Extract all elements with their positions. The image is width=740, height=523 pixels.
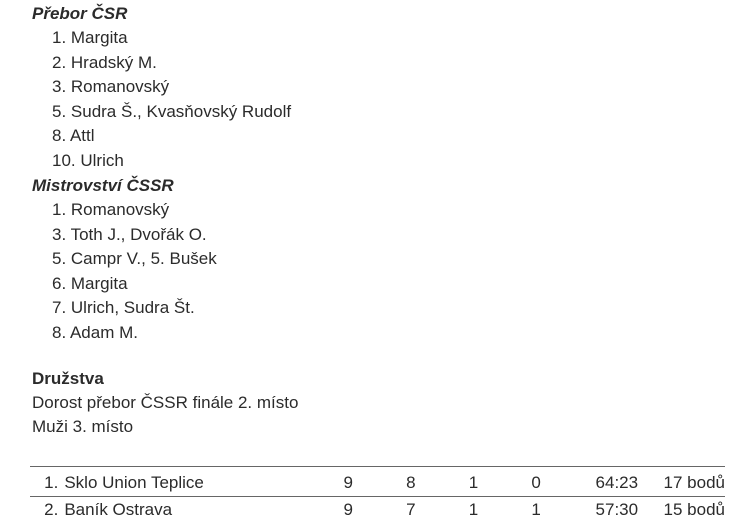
- drawn-cell: 1: [442, 470, 505, 497]
- list-item: 7. Ulrich, Sudra Št.: [52, 296, 217, 321]
- list-item: 5. Sudra Š., Kvasňovský Rudolf: [52, 100, 291, 125]
- list-item: 2. Hradský M.: [52, 51, 291, 76]
- lost-cell: 0: [505, 470, 568, 497]
- table-row: [30, 470, 725, 497]
- score-cell: 57:30: [567, 497, 638, 523]
- won-cell: 7: [380, 497, 443, 523]
- table-top-rule: [30, 466, 725, 467]
- list-item: 5. Campr V., 5. Bušek: [52, 247, 217, 272]
- list-item: 10. Ulrich: [52, 149, 291, 174]
- teams-section: [32, 367, 298, 439]
- standings-table: [30, 470, 725, 523]
- points-cell: 17 bodů: [638, 470, 725, 497]
- list-item: 3. Toth J., Dvořák O.: [52, 223, 217, 248]
- list-item: 6. Margita: [52, 272, 217, 297]
- drawn-cell: 1: [442, 497, 505, 523]
- points-cell: 15 bodů: [638, 497, 725, 523]
- played-cell: 9: [317, 497, 380, 523]
- section-prebor-csr: [32, 2, 291, 173]
- section-title: Mistrovství ČSSR: [32, 174, 217, 198]
- lost-cell: 1: [505, 497, 568, 523]
- list-item: 1. Romanovský: [52, 198, 217, 223]
- score-cell: 64:23: [567, 470, 638, 497]
- won-cell: 8: [380, 470, 443, 497]
- table-row: [30, 497, 725, 523]
- team-cell: Sklo Union Teplice: [64, 470, 317, 497]
- list-item: 8. Adam M.: [52, 321, 217, 346]
- teams-line: Dorost přebor ČSSR finále 2. místo: [32, 391, 298, 415]
- played-cell: 9: [317, 470, 380, 497]
- list-item: 8. Attl: [52, 124, 291, 149]
- section-title: Přebor ČSR: [32, 2, 291, 26]
- section-mistrovstvi-cssr: [32, 174, 217, 345]
- rank-cell: 1.: [30, 470, 64, 497]
- list-item: 1. Margita: [52, 26, 291, 51]
- team-cell: Baník Ostrava: [64, 497, 317, 523]
- list-item: 3. Romanovský: [52, 75, 291, 100]
- teams-title: Družstva: [32, 367, 298, 391]
- result-list: [32, 26, 291, 173]
- teams-line: Muži 3. místo: [32, 415, 298, 439]
- rank-cell: 2.: [30, 497, 64, 523]
- result-list: [32, 198, 217, 345]
